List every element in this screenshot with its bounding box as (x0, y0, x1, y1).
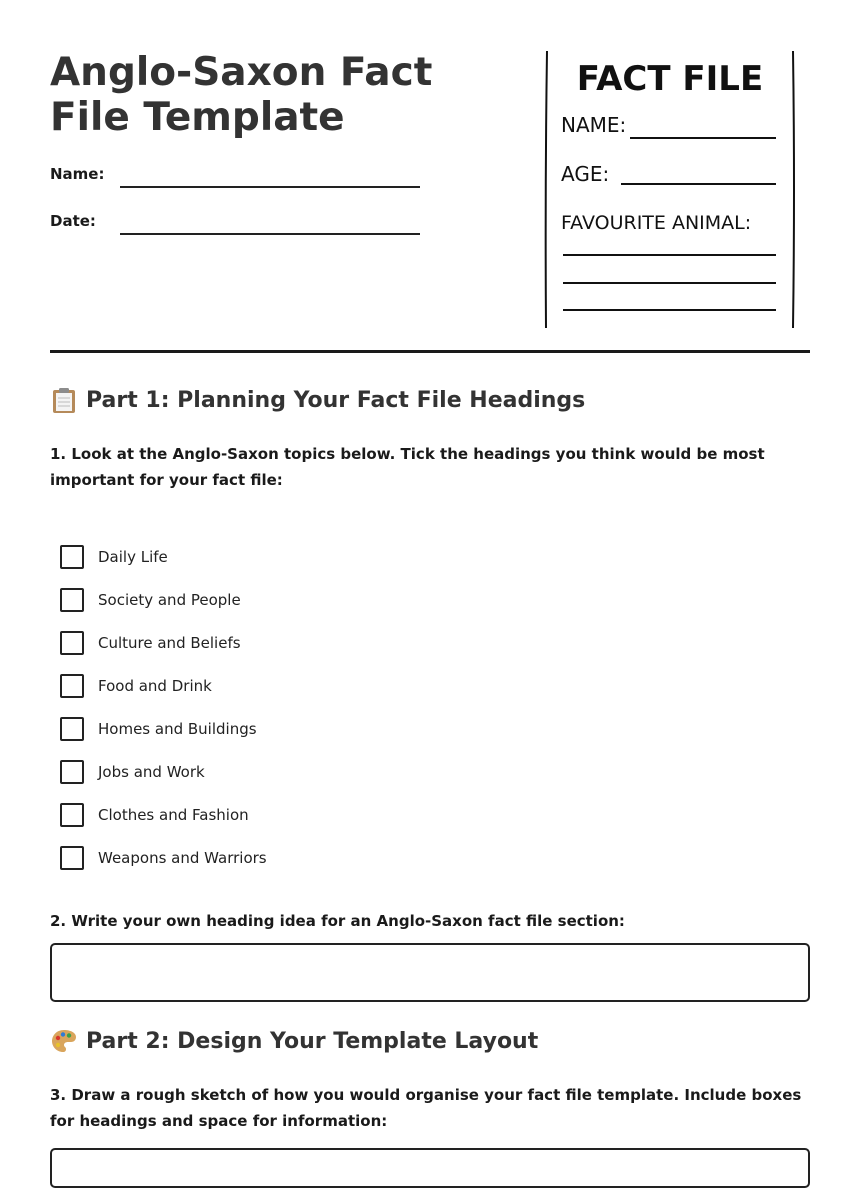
checklist-item[interactable] (60, 707, 460, 750)
page-title: Anglo-Saxon Fact File Template (50, 50, 433, 140)
part2-heading-text: Part 2: Design Your Template Layout (86, 1028, 539, 1054)
checkbox[interactable] (60, 631, 84, 655)
fact-file-animal-label: FAVOURITE ANIMAL: (561, 212, 752, 234)
checkbox[interactable] (60, 760, 84, 784)
checklist-item[interactable] (60, 750, 460, 793)
checklist-item[interactable] (60, 664, 460, 707)
checkbox-label: Jobs and Work (98, 762, 205, 781)
header-divider (50, 350, 810, 353)
checkbox[interactable] (60, 803, 84, 827)
date-label: Date: (50, 212, 96, 230)
name-field[interactable] (50, 165, 420, 195)
checkbox-label: Daily Life (98, 547, 168, 566)
sketch-answer-box[interactable] (50, 1148, 810, 1188)
checkbox[interactable] (60, 674, 84, 698)
checkbox[interactable] (60, 588, 84, 612)
checklist-item[interactable] (60, 578, 460, 621)
question-2: 2. Write your own heading idea for an Anglo-Saxon fact file section: (50, 912, 625, 930)
question-3: 3. Draw a rough sketch of how you would organise your fact file template. Include boxes for headings and space for information: (50, 1086, 802, 1130)
fact-file-heading: FACT FILE (576, 59, 764, 99)
date-line[interactable] (120, 233, 420, 235)
checklist-item[interactable] (60, 793, 460, 836)
checkbox-label: Society and People (98, 590, 241, 609)
fact-file-age-label: AGE: (561, 162, 610, 186)
checkbox-label: Homes and Buildings (98, 719, 257, 738)
checkbox[interactable] (60, 846, 84, 870)
heading-idea-answer-box[interactable] (50, 943, 810, 1002)
checkbox[interactable] (60, 717, 84, 741)
checkbox-label: Clothes and Fashion (98, 805, 249, 824)
checklist-item[interactable] (60, 535, 460, 578)
checkbox[interactable] (60, 545, 84, 569)
name-line[interactable] (120, 186, 420, 188)
checklist-item[interactable] (60, 621, 460, 664)
fact-file-illustration (540, 48, 802, 332)
fact-file-name-label: NAME: (561, 113, 627, 137)
topic-checklist (60, 535, 460, 879)
checkbox-label: Food and Drink (98, 676, 212, 695)
clipboard-icon (50, 386, 78, 414)
checkbox-label: Culture and Beliefs (98, 633, 241, 652)
part1-heading (50, 386, 585, 414)
date-field[interactable] (50, 212, 420, 242)
question-1: 1. Look at the Anglo-Saxon topics below. Tick the headings you think would be most important for your fact file: (50, 445, 765, 489)
part1-heading-text: Part 1: Planning Your Fact File Headings (86, 387, 586, 413)
palette-icon (50, 1027, 78, 1055)
checkbox-label: Weapons and Warriors (98, 848, 267, 867)
part2-heading (50, 1027, 538, 1055)
checklist-item[interactable] (60, 836, 460, 879)
name-label: Name: (50, 165, 105, 183)
